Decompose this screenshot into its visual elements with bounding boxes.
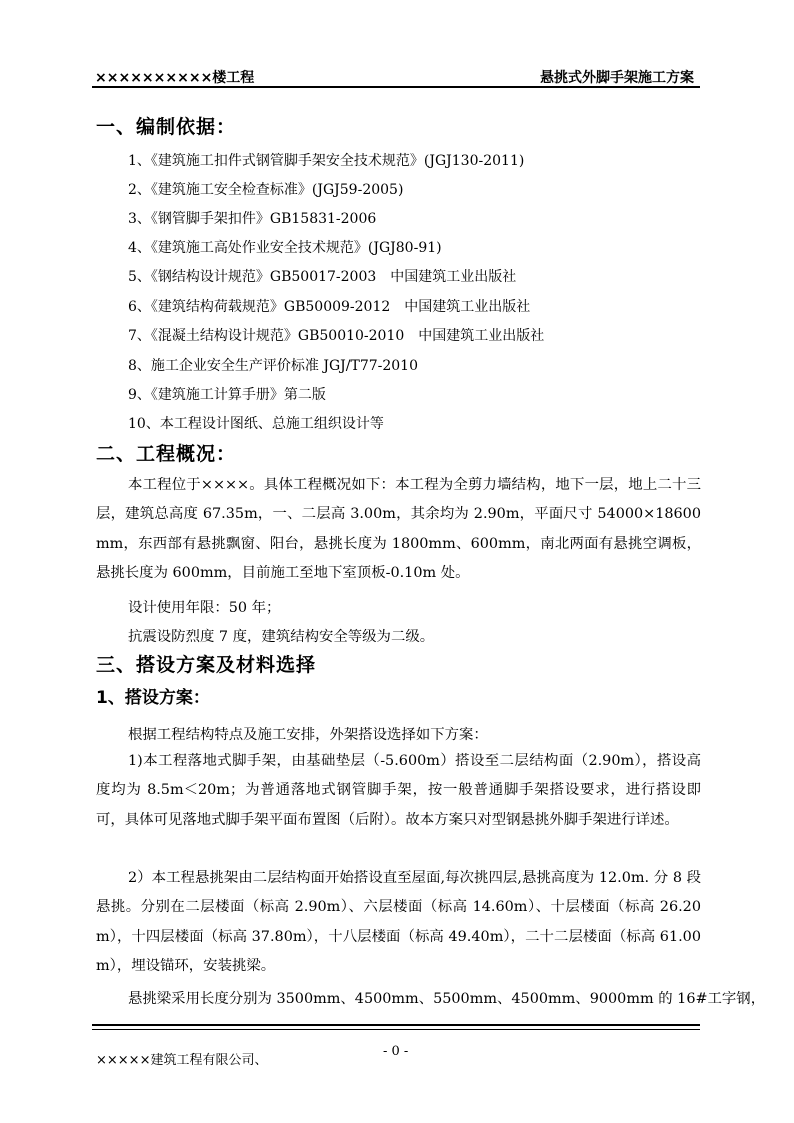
footer-rule-thin [92,1029,700,1030]
section-heading-overview: 二、工程概况： [96,443,237,465]
seismic-text: 抗震设防烈度 7 度，建筑结构安全等级为二级。 [128,629,435,645]
footer-rule [92,1024,700,1026]
page-number: - 0 - [383,1044,409,1059]
footer-company: ×××××建筑工程有限公司、 [96,1053,268,1068]
section-heading-scheme: 三、搭设方案及材料选择 [96,654,317,676]
scheme-paragraph-3: 悬挑梁采用长度分别为 3500mm、4500mm、5500mm、4500mm、9000mm 的 16#工字钢， [128,991,766,1007]
subsection-heading-scheme: 1、搭设方案： [96,688,210,708]
overview-paragraph: 本工程位于××××。具体工程概况如下：本工程为全剪力墙结构，地下一层，地上二十三层，建筑总高度 67.35m，一、二层高 3.00m，其余均为 2.90m，平面尺寸 54000×18600mm，东西部有悬挑飘窗、阳台，悬挑长度为 1800mm、600mm，南北两面有悬挑空调板，悬挑长度为 600mm，目前施工至地下室顶板-0.10m 处。 [96,477,701,581]
reference-item: 5、《钢结构设计规范》GB50017-2003 中国建筑工业出版社 [128,269,517,285]
scheme-intro-text: 根据工程结构特点及施工安排，外架搭设选择如下方案： [128,727,488,743]
reference-item: 4、《建筑施工高处作业安全技术规范》(JGJ80-91) [128,240,442,256]
reference-item: 2、《建筑施工安全检查标准》(JGJ59-2005) [128,182,404,198]
header-document-title: 悬挑式外脚手架施工方案 [540,70,694,86]
reference-item: 10、本工程设计图纸、总施工组织设计等 [128,416,384,432]
scheme-paragraph-2: 2）本工程悬挑架由二层结构面开始搭设直至屋面,每次挑四层,悬挑高度为 12.0m. 分 8 段悬挑。分别在二层楼面（标高 2.90m）、六层楼面（标高 14.60m）、十层楼面（标高 26.20m），十四层楼面（标高 37.80m），十八层楼面（标高 49.40m），二十二层楼面（标高 61.00m），埋设锚环，安装挑梁。 [96,870,701,974]
design-life-text: 设计使用年限：50 年； [128,600,281,616]
reference-item: 6、《建筑结构荷载规范》GB50009-2012 中国建筑工业出版社 [128,299,531,315]
section-heading-basis: 一、编制依据： [96,116,237,138]
scheme-paragraph-1: 1)本工程落地式脚手架，由基础垫层（-5.600m）搭设至二层结构面（2.90m），搭设高度均为 8.5m＜20m；为普通落地式钢管脚手架，按一般普通脚手架搭设要求，进行搭设即可，具体可见落地式脚手架平面布置图（后附）。故本方案只对型钢悬挑外脚手架进行详述。 [96,753,701,828]
header-project-name: ××××××××××楼工程 [95,70,255,86]
reference-item: 8、施工企业安全生产评价标准 JGJ/T77-2010 [128,358,418,374]
reference-item: 3、《钢管脚手架扣件》GB15831-2006 [128,211,377,227]
reference-item: 7、《混凝土结构设计规范》GB50010-2010 中国建筑工业出版社 [128,328,545,344]
reference-item: 1、《建筑施工扣件式钢管脚手架安全技术规范》(JGJ130-2011) [128,153,525,169]
header-rule [92,86,700,88]
reference-item: 9、《建筑施工计算手册》第二版 [128,387,326,403]
